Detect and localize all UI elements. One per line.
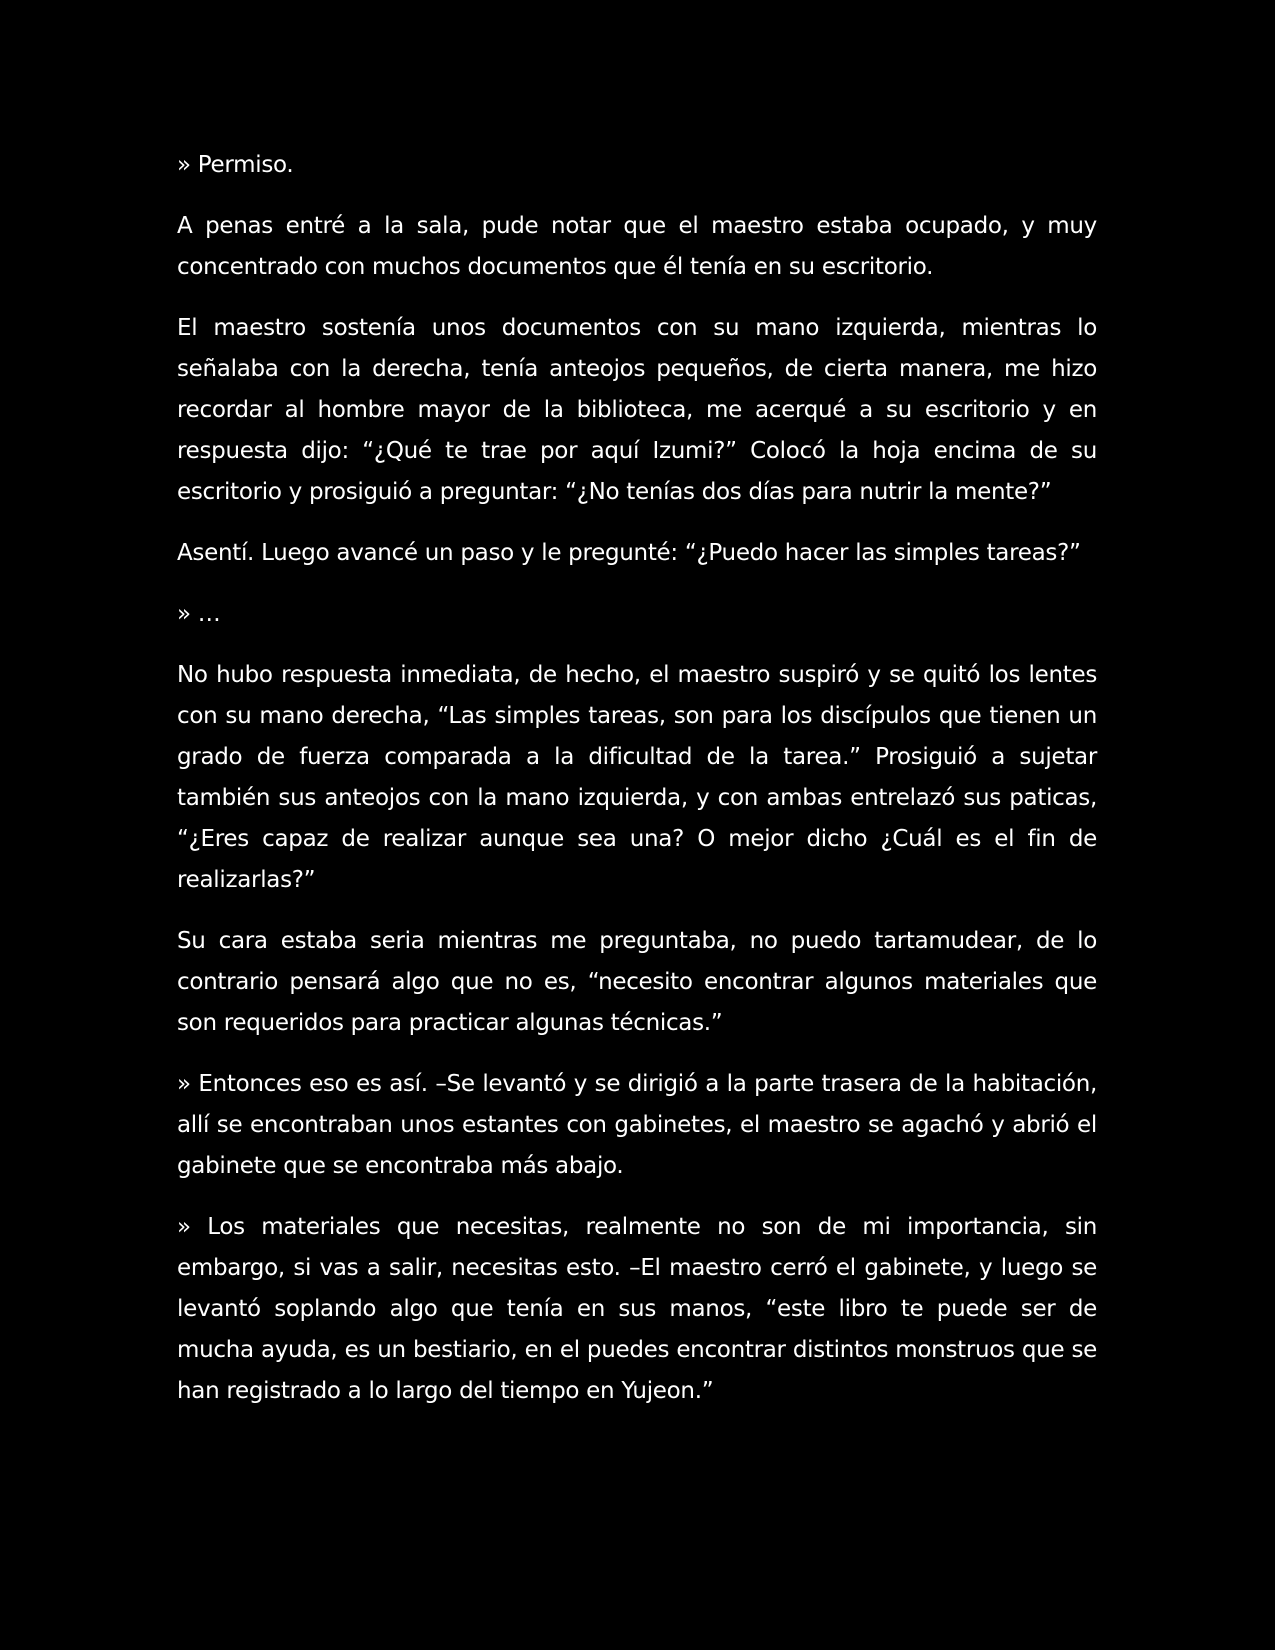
paragraph-6: No hubo respuesta inmediata, de hecho, el maestro suspiró y se quitó los lentes con su mano derecha, “Las simples tareas, son para los discípulos que tienen un grado de fuerza comparada a la dificultad de la tarea.” Prosiguió a sujetar también sus anteojos con la mano izquierda, y con ambas entrelazó sus paticas, “¿Eres capaz de realizar aunque sea una? O mejor dicho ¿Cuál es el fin de realizarlas?” (177, 662, 1097, 893)
paragraph-3: El maestro sostenía unos documentos con su mano izquierda, mientras lo señalaba con la derecha, tenía anteojos pequeños, de cierta manera, me hizo recordar al hombre mayor de la biblioteca, me acerqué a su escritorio y en respuesta dijo: “¿Qué te trae por aquí Izumi?” Colocó la hoja encima de su escritorio y prosiguió a preguntar: “¿No tenías dos días para nutrir la mente?” (177, 315, 1097, 505)
paragraph-8: » Entonces eso es así. –Se levantó y se dirigió a la parte trasera de la habitación, allí se encontraban unos estantes con gabinetes, el maestro se agachó y abrió el gabinete que se encontraba más abajo. (177, 1071, 1097, 1179)
document-body (177, 145, 1097, 1432)
paragraph-5: » … (177, 601, 221, 627)
paragraph-7: Su cara estaba seria mientras me preguntaba, no puedo tartamudear, de lo contrario pensará algo que no es, “necesito encontrar algunos materiales que son requeridos para practicar algunas técnicas.” (177, 928, 1097, 1036)
paragraph-4: Asentí. Luego avancé un paso y le pregunté: “¿Puedo hacer las simples tareas?” (177, 540, 1081, 566)
paragraph-2: A penas entré a la sala, pude notar que el maestro estaba ocupado, y muy concentrado con muchos documentos que él tenía en su escritorio. (177, 213, 1097, 280)
paragraph-9: » Los materiales que necesitas, realmente no son de mi importancia, sin embargo, si vas a salir, necesitas esto. –El maestro cerró el gabinete, y luego se levantó soplando algo que tenía en sus manos, “este libro te puede ser de mucha ayuda, es un bestiario, en el puedes encontrar distintos monstruos que se han registrado a lo largo del tiempo en Yujeon.” (177, 1214, 1097, 1404)
paragraph-1: » Permiso. (177, 152, 294, 178)
